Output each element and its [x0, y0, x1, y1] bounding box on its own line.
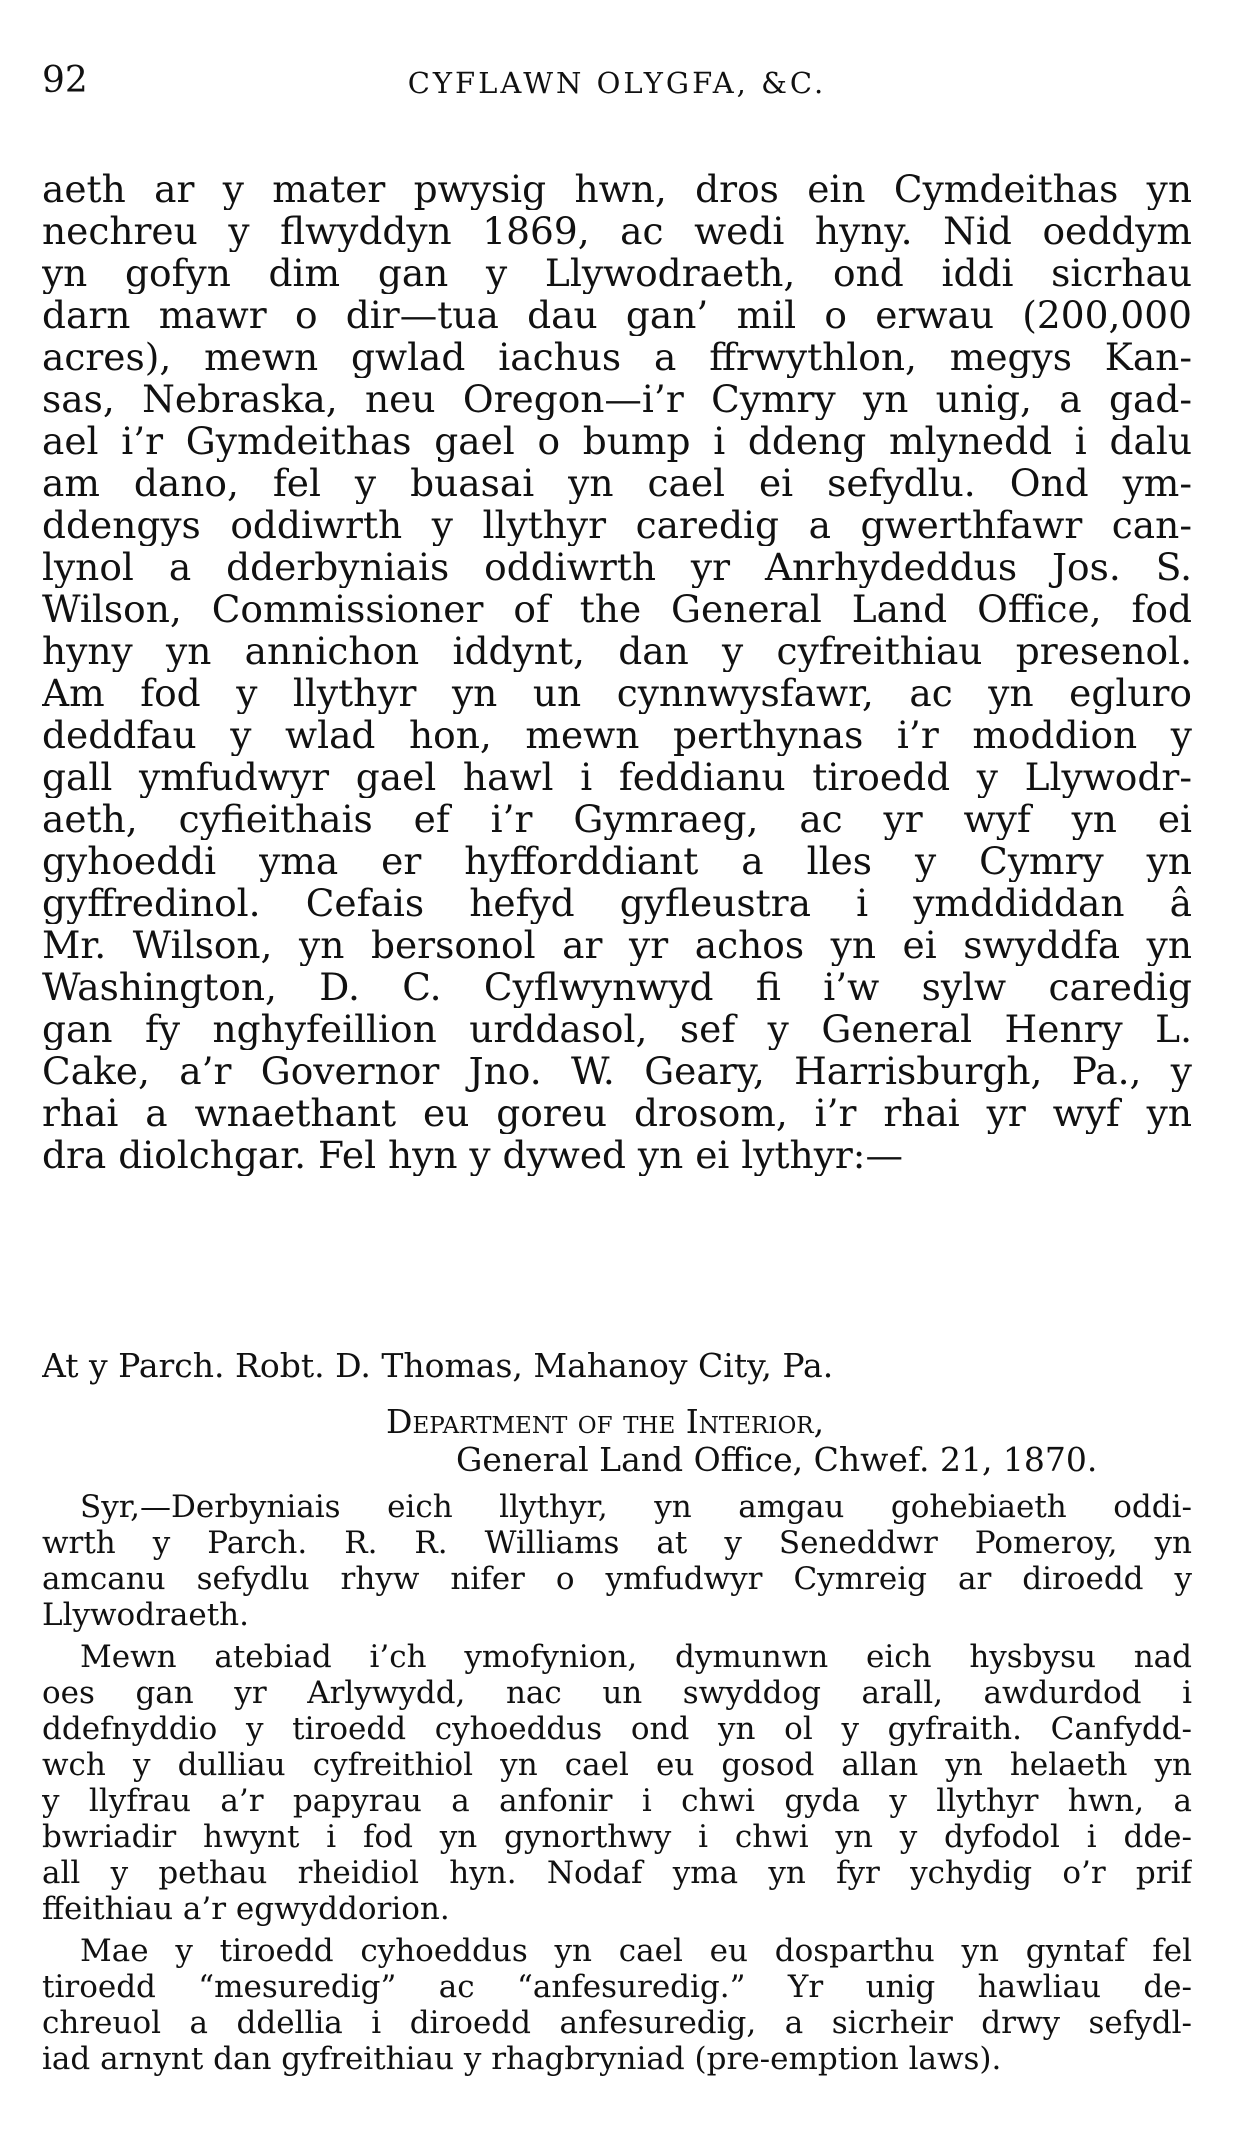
body-line: deddfau y wlad hon, mewn perthynas i’r moddion y — [42, 714, 1192, 756]
letter-line: ffeithiau a’r egwyddorion. — [42, 1891, 450, 1927]
letter-line: Llywodraeth. — [42, 1597, 249, 1633]
body-line: aeth ar y mater pwysig hwn, dros ein Cymdeithas yn — [42, 168, 1192, 210]
page-header — [42, 60, 1192, 120]
body-line: sas, Nebraska, neu Oregon—i’r Cymry yn unig, a gad- — [42, 378, 1192, 420]
letter-line: chreuol a ddellia i diroedd anfesuredig, a sicrheir drwy sefydl- — [42, 2005, 1192, 2041]
running-title: CYFLAWN OLYGFA, &C. — [407, 66, 827, 100]
addressee-line: At y Parch. Robt. D. Thomas, Mahanoy City, Pa. — [42, 1347, 834, 1385]
body-line: gan fy nghyfeillion urddasol, sef y General Henry L. — [42, 1008, 1192, 1050]
letter-office-date: General Land Office, Chwef. 21, 1870. — [456, 1441, 1098, 1479]
letter-line: amcanu sefydlu rhyw nifer o ymfudwyr Cymreig ar diroedd y — [42, 1561, 1192, 1597]
letter-paragraph-2 — [42, 1639, 1192, 1927]
body-line: am dano, fel y buasai yn cael ei sefydlu. Ond ym- — [42, 462, 1192, 504]
body-line: gyffredinol. Cefais hefyd gyfleustra i ymddiddan â — [42, 882, 1192, 924]
letter-line: wrth y Parch. R. R. Williams at y Seneddwr Pomeroy, yn — [42, 1525, 1192, 1561]
body-line: nechreu y flwyddyn 1869, ac wedi hyny. Nid oeddym — [42, 210, 1192, 252]
body-line: aeth, cyfieithais ef i’r Gymraeg, ac yr wyf yn ei — [42, 798, 1192, 840]
letter-line: all y pethau rheidiol hyn. Nodaf yma yn fyr ychydig o’r prif — [42, 1855, 1192, 1891]
letter-line: oes gan yr Arlywydd, nac un swyddog arall, awdurdod i — [42, 1675, 1192, 1711]
body-line: Cake, a’r Governor Jno. W. Geary, Harrisburgh, Pa., y — [42, 1050, 1192, 1092]
body-line: Wilson, Commissioner of the General Land Office, fod — [42, 588, 1192, 630]
letter-line: ddefnyddio y tiroedd cyhoeddus ond yn ol y gyfraith. Canfydd- — [42, 1711, 1192, 1747]
body-line: hyny yn annichon iddynt, dan y cyfreithiau presenol. — [42, 630, 1192, 672]
letter-line: Mae y tiroedd cyhoeddus yn cael eu dosparthu yn gyntaf fel — [80, 1933, 1192, 1969]
letter-addressee — [42, 1347, 1192, 1403]
body-line: acres), mewn gwlad iachus a ffrwythlon, megys Kan- — [42, 336, 1192, 378]
letter-line: Mewn atebiad i’ch ymofynion, dymunwn eich hysbysu nad — [80, 1639, 1192, 1675]
body-line: yn gofyn dim gan y Llywodraeth, ond iddi sicrhau — [42, 252, 1192, 294]
body-line: lynol a dderbyniais oddiwrth yr Anrhydeddus Jos. S. — [42, 546, 1192, 588]
letter-line: wch y dulliau cyfreithiol yn cael eu gosod allan yn helaeth yn — [42, 1747, 1192, 1783]
body-line: gall ymfudwyr gael hawl i feddianu tiroedd y Llywodr- — [42, 756, 1192, 798]
body-line: ael i’r Gymdeithas gael o bump i ddeng mlynedd i dalu — [42, 420, 1192, 462]
body-line: Mr. Wilson, yn bersonol ar yr achos yn ei swyddfa yn — [42, 924, 1192, 966]
letter-line: tiroedd “mesuredig” ac “anfesuredig.” Yr unig hawliau de- — [42, 1969, 1192, 2005]
body-line: rhai a wnaethant eu goreu drosom, i’r rhai yr wyf yn — [42, 1092, 1192, 1134]
quoted-letter — [42, 1347, 1192, 2077]
letter-line: bwriadir hwynt i fod yn gynorthwy i chwi yn y dyfodol i dde- — [42, 1819, 1192, 1855]
main-paragraph — [42, 168, 1192, 1176]
letter-department: Department of the Interior, — [386, 1403, 825, 1441]
body-line: Am fod y llythyr yn un cynnwysfawr, ac yn egluro — [42, 672, 1192, 714]
letter-line: y llyfrau a’r papyrau a anfonir i chwi gyda y llythyr hwn, a — [42, 1783, 1192, 1819]
body-line: darn mawr o dir—tua dau gan’ mil o erwau (200,000 — [42, 294, 1192, 336]
page-number: 92 — [42, 60, 88, 101]
letter-line: Syr,—Derbyniais eich llythyr, yn amgau gohebiaeth oddi- — [80, 1489, 1192, 1525]
body-line: Washington, D. C. Cyflwynwyd fi i’w sylw caredig — [42, 966, 1192, 1008]
letter-paragraph-3 — [42, 1933, 1192, 2077]
body-line: gyhoeddi yma er hyfforddiant a lles y Cymry yn — [42, 840, 1192, 882]
body-line: ddengys oddiwrth y llythyr caredig a gwerthfawr can- — [42, 504, 1192, 546]
letter-paragraph-1 — [42, 1489, 1192, 1633]
letter-line: iad arnynt dan gyfreithiau y rhagbryniad (pre-emption laws). — [42, 2041, 1002, 2077]
body-line: dra diolchgar. Fel hyn y dywed yn ei lythyr:— — [42, 1134, 903, 1176]
